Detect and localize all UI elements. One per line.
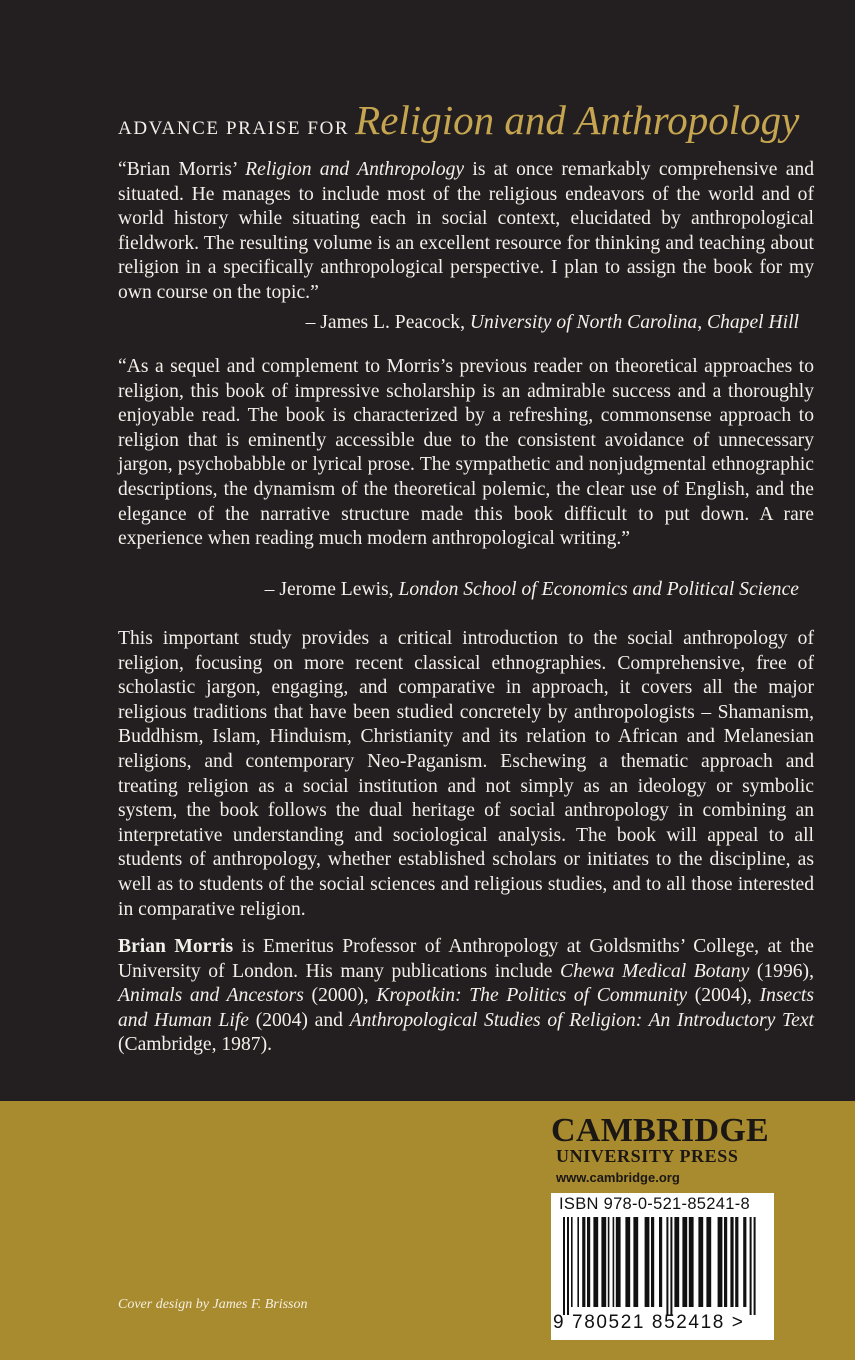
bio-book-5: Anthropological Studies of Religion: An Introductory Text xyxy=(349,1009,814,1031)
barcode-icon xyxy=(561,1217,757,1315)
barcode-box xyxy=(551,1193,774,1340)
isbn-label: ISBN 978-0-521-85241-8 xyxy=(559,1195,750,1213)
quote-1-open: “Brian Morris’ xyxy=(118,159,246,180)
publisher-name: CAMBRIDGE xyxy=(551,1112,770,1149)
quote-1-author: – James L. Peacock, xyxy=(305,312,470,333)
bio-book-2: Animals and Ancestors xyxy=(118,985,304,1007)
bio-text-5: (2004) and xyxy=(248,1009,350,1031)
publisher-press: UNIVERSITY PRESS xyxy=(556,1146,739,1166)
bio-text-1: is Emeritus Professor of Anthropology at Goldsmiths’ College, at the University of London. His many publications include xyxy=(118,936,814,982)
bio-text-4: (2004), xyxy=(687,985,760,1007)
bio-text-3: (2000), xyxy=(303,985,377,1007)
book-title: Religion and Anthropology xyxy=(355,97,800,143)
cover-design-credit: Cover design by James F. Brisson xyxy=(118,1297,308,1312)
bio-book-3: Kropotkin: The Politics of Community xyxy=(376,985,688,1007)
quote-2-attribution xyxy=(265,578,799,602)
author-bio xyxy=(118,935,814,1058)
author-name: Brian Morris xyxy=(118,936,234,957)
quote-2-affiliation: London School of Economics and Political Science xyxy=(398,579,799,600)
praise-quote-1 xyxy=(118,158,814,306)
praise-heading xyxy=(118,96,818,144)
bio-text-2: (1996), xyxy=(749,960,814,982)
publisher-url[interactable]: www.cambridge.org xyxy=(556,1170,680,1185)
bio-book-1: Chewa Medical Botany xyxy=(560,960,750,982)
bio-book-4: Insects and Human Life xyxy=(118,985,814,1031)
barcode-digits: 9 780521 852418 > xyxy=(553,1312,745,1333)
quote-1-attribution xyxy=(306,311,799,335)
quote-2-author: – Jerome Lewis, xyxy=(264,579,399,600)
praise-quote-2: “As a sequel and complement to Morris’s previous reader on theoretical approaches to religion, this book of impressive scholarship is an admirable success and a thoroughly enjoyable read. The book is characterized by a refreshing, commonsense approach to religion that is eminently accessible due to the consistent avoidance of unnecessary jargon, psychobabble or lyrical prose. The sympathetic and nonjudgmental ethnographic descriptions, the dynamism of the theoretical polemic, the clear use of English, and the elegance of the narrative structure made this book difficult to put down. A rare experience when reading much modern anthropological writing.” xyxy=(118,356,814,550)
book-description: This important study provides a critical introduction to the social anthropology of religion, focusing on more recent classical ethnographies. Comprehensive, free of scholastic jargon, engaging, and comparative in approach, it covers all the major religious traditions that have been studied concretely by anthropologists – Shamanism, Buddhism, Islam, Hinduism, Christianity and its relation to African and Melanesian religions, and contemporary Neo-Paganism. Eschewing a thematic approach and treating religion as a social institution and not simply as an ideology or symbolic system, the book follows the dual heritage of social anthropology in combining an interpretative understanding and sociological analysis. The book will appeal to all students of anthropology, whether established scholars or initiates to the discipline, as well as to students of the social sciences and religious studies, and to all those interested in comparative religion. xyxy=(118,628,814,920)
quote-1-book-title: Religion and Anthropology xyxy=(245,159,465,180)
praise-heading-lead: ADVANCE PRAISE FOR xyxy=(118,118,350,139)
quote-1-affiliation: University of North Carolina, Chapel Hill xyxy=(469,312,799,333)
bio-text-6: (Cambridge, 1987). xyxy=(118,1034,272,1056)
quote-1-body: is at once remarkably comprehensive and situated. He manages to include most of the religious endeavors of the world and of world history while situating each in social context, elucidated by anthropological fieldwork. The resulting volume is an excellent resource for thinking and teaching about religion in a specifically anthropological perspective. I plan to assign the book for my own course on the topic.” xyxy=(118,159,815,303)
